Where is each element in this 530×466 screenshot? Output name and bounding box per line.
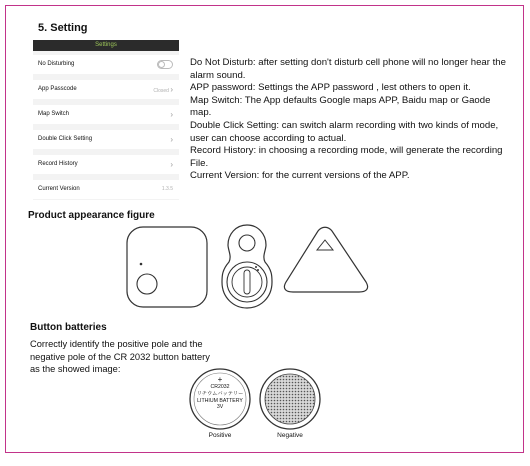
positive-caption: Positive <box>208 432 232 439</box>
negative-battery-image <box>260 369 320 429</box>
row-label: No Disturbing <box>38 61 75 67</box>
coin-voltage: 3V <box>216 404 224 411</box>
desc-double-click: Double Click Setting: can switch alarm recording with two kinds of mode, user can choose according to actual. <box>190 119 499 144</box>
row-value: 1.3.5 <box>161 186 173 192</box>
coin-model: CR2032 <box>210 384 230 390</box>
desc-do-not-disturb: Do Not Disturb: after setting don't disturb cell phone will no longer hear the alarm sound. <box>190 57 506 81</box>
row-label: Current Version <box>38 186 80 192</box>
section-title: 5. Setting <box>38 22 88 34</box>
row-value: Closed <box>153 88 169 94</box>
settings-header: Settings <box>33 40 179 51</box>
desc-map-switch: Map Switch: The App defaults Google maps APP, Baidu map or Gaode map. <box>190 94 491 119</box>
negative-caption: Negative <box>277 432 303 439</box>
chevron-right-icon: › <box>170 160 173 169</box>
coin-jp-text: リチウムバッテリー <box>196 390 244 397</box>
coin-label <box>195 376 245 411</box>
desc-record-history: Record History: in choosing a recording mode, will generate the recording File. <box>190 145 503 169</box>
desc-app-password: APP password: Settings the APP password , lest others to open it. <box>190 82 471 94</box>
plus-sign: + <box>217 375 223 384</box>
chevron-right-icon: › <box>170 135 173 144</box>
chevron-right-icon: › <box>170 110 173 119</box>
row-label: Double Click Setting <box>38 136 93 142</box>
battery-instructions: Correctly identify the positive pole and the negative pole of the CR 2032 button battery as the showed image: <box>30 339 210 375</box>
battery-heading: Button batteries <box>30 322 107 333</box>
chevron-right-icon: › <box>170 85 173 94</box>
row-label: Map Switch <box>38 111 70 117</box>
row-label: Record History <box>38 161 78 167</box>
desc-current-version: Current Version: for the current versions of the APP. <box>190 170 410 182</box>
product-heading: Product appearance figure <box>28 210 155 221</box>
row-label: App Passcode <box>38 86 77 92</box>
coin-type: LITHIUM BATTERY <box>197 397 243 404</box>
